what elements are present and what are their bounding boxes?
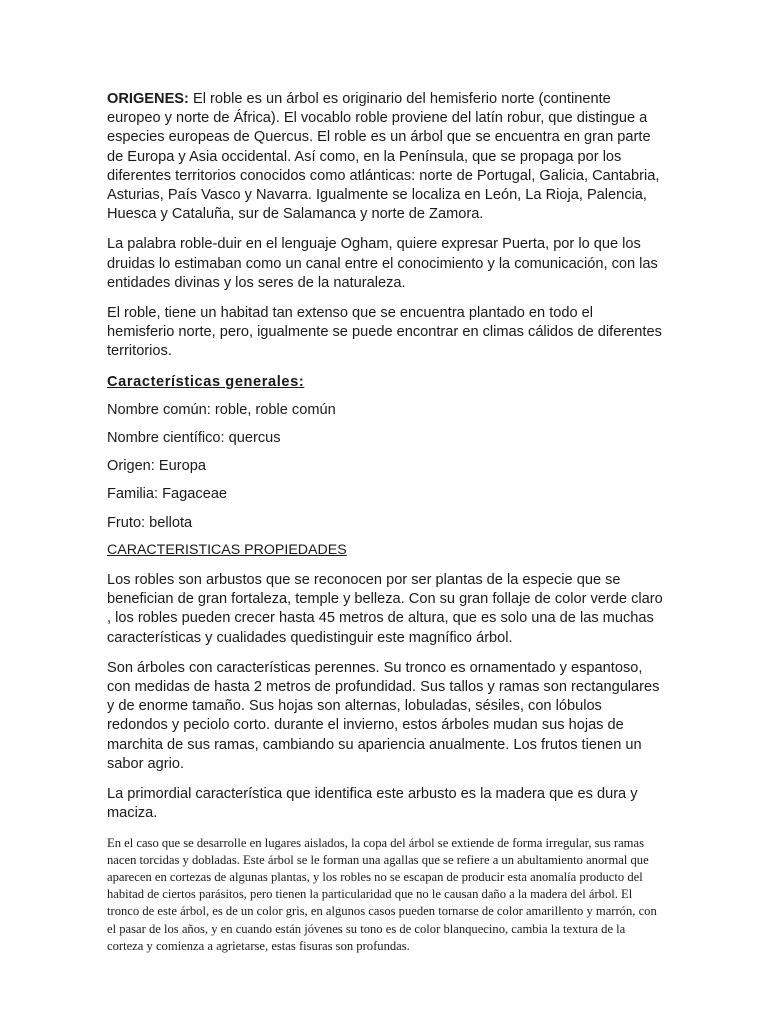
propiedades-paragraph-3: La primordial característica que identifica este arbusto es la madera que es dura y maciza.: [107, 786, 638, 822]
document-body: [107, 90, 663, 955]
propiedades-paragraph-2: Son árboles con características perennes. Su tronco es ornamentado y espantoso, con medidas de hasta 2 metros de profundidad. Sus tallos y ramas son rectangulares y de enorme tamaño. Sus hojas son alternas, lobuladas, sésiles, con lóbulos redondos y peciolo corto. durante el invierno, estos árboles mudan sus hojas de marchita de sus ramas, cambiando su apariencia anualmente. Los frutos tienen un sabor agrio.: [107, 659, 660, 772]
origenes-body: El roble es un árbol es originario del hemisferio norte (continente europeo y norte de África). El vocablo roble proviene del latín robur, que distingue a especies europeas de Quercus. El roble es un árbol que se encuentra en gran parte de Europa y Asia occidental. Así como, en la Península, que se propaga por los diferentes territorios conocidos como atlánticas: norte de Portugal, Galicia, Cantabria, Asturias, País Vasco y Navarra. Igualmente se localiza en León, La Rioja, Palencia, Huesca y Cataluña, sur de Salamanca y norte de Zamora.: [107, 91, 660, 223]
general-item-scientific-name: Nombre científico: quercus: [107, 430, 281, 447]
propiedades-paragraph-1: Los robles son arbustos que se reconocen por ser plantas de la especie que se benefician de gran fortaleza, temple y belleza. Con su gran follaje de color verde claro , los robles pueden crecer hasta 45 metros de altura, que es solo una de las muchas características y cualidades quedistinguir este magnífico árbol.: [107, 572, 663, 646]
general-item-origin: Origen: Europa: [107, 458, 206, 475]
propiedades-paragraph-4: En el caso que se desarrolle en lugares aislados, la copa del árbol se extiende de forma irregular, sus ramas nacen torcidas y dobladas. Este árbol se le forman una agallas que se refiere a un abultamiento anormal que aparecen en cortezas de algunas plantas, y los robles no se escapan de producir esta anomalía producto del habitad de ciertos parásitos, pero tienen la particularidad que no le causan daño a la madera del árbol. El tronco de este árbol, es de un color gris, en algunos casos pueden tornarse de color amarillento y marrón, con el pasar de los años, y en cuando están jóvenes su tono es de color blanquecino, cambia la textura de la corteza y comienza a agrietarse, estas fisuras son profundas.: [107, 835, 657, 953]
general-item-family: Familia: Fagaceae: [107, 486, 228, 503]
propiedades-heading: CARACTERISTICAS PROPIEDADES: [107, 541, 347, 558]
general-heading: Características generales:: [107, 373, 305, 390]
ogham-paragraph: La palabra roble-duir en el lenguaje Ogham, quiere expresar Puerta, por lo que los druidas lo estimaban como un canal entre el conocimiento y la comunicación, con las entidades divinas y los seres de la naturaleza.: [107, 236, 658, 291]
general-item-common-name: Nombre común: roble, roble común: [107, 401, 336, 418]
general-item-fruit: Fruto: bellota: [107, 514, 193, 531]
habitat-paragraph: El roble, tiene un habitad tan extenso que se encuentra plantado en todo el hemisferio norte, pero, igualmente se puede encontrar en climas cálidos de diferentes territorios.: [107, 305, 662, 360]
origenes-lead: ORIGENES:: [107, 91, 189, 107]
origenes-paragraph: [107, 90, 663, 224]
